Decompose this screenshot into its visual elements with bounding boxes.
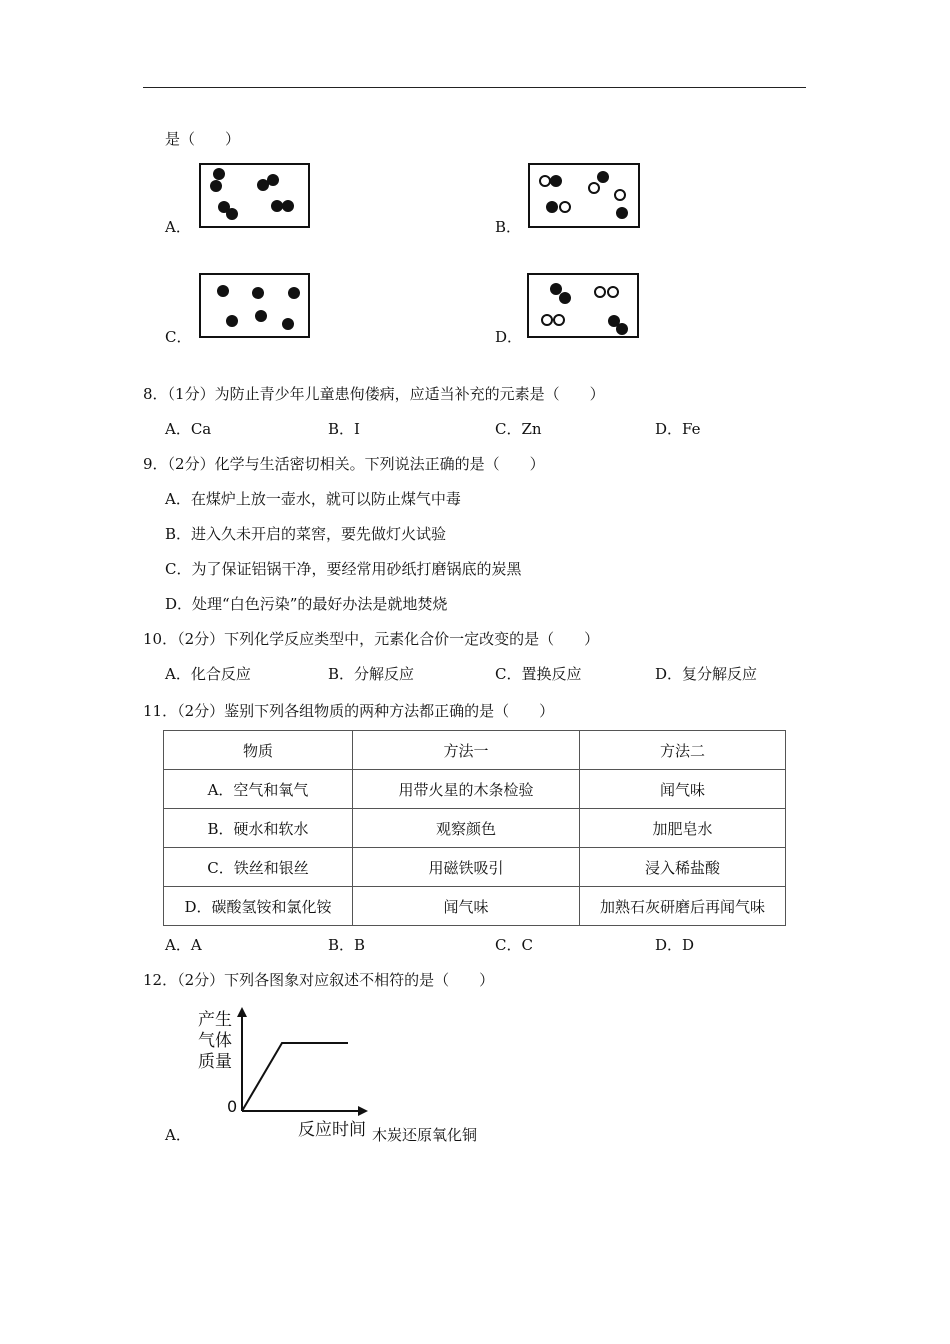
table-row — [164, 770, 786, 809]
particle — [282, 200, 294, 212]
table-cell: 观察颜色 — [353, 809, 580, 848]
table-cell: 用磁铁吸引 — [353, 848, 580, 887]
q10-option-b: B．分解反应 — [328, 665, 415, 683]
particle — [213, 168, 225, 180]
q7-stem-tail: 是（ ） — [165, 130, 241, 148]
particle — [541, 314, 553, 326]
mass-curve — [242, 1043, 348, 1111]
particle — [553, 314, 565, 326]
graph-y-label: 产生气体质量 — [198, 1010, 232, 1072]
particle — [546, 201, 558, 213]
table-header-cell: 物质 — [164, 731, 353, 770]
q9-option-d: D．处理“白色污染”的最好办法是就地焚烧 — [165, 595, 448, 613]
q7-option-b-label: B． — [495, 218, 522, 236]
table-cell: C．铁丝和银丝 — [164, 848, 353, 887]
q12-option-a-label: A． — [165, 1126, 191, 1144]
q11-table — [163, 730, 786, 926]
table-cell: 闻气味 — [580, 770, 786, 809]
q7-option-a-diagram — [199, 163, 310, 228]
table-header-row — [164, 731, 786, 770]
particle — [616, 323, 628, 335]
q7-option-d-label: D． — [495, 328, 523, 346]
q9-option-b: B．进入久未开启的菜窖，要先做灯火试验 — [165, 525, 447, 543]
q11-option-b: B．B — [328, 936, 366, 954]
particle — [559, 292, 571, 304]
particle — [594, 286, 606, 298]
q12-option-a-graph — [190, 1003, 370, 1143]
q11-option-c: C．C — [495, 936, 533, 954]
particle — [210, 180, 222, 192]
particle — [255, 310, 267, 322]
q7-option-d-diagram — [527, 273, 639, 338]
header-rule — [143, 87, 806, 88]
table-row — [164, 809, 786, 848]
graph-origin-label: 0 — [227, 1097, 238, 1116]
table-row — [164, 887, 786, 926]
q10-option-c: C．置换反应 — [495, 665, 582, 683]
table-cell: 闻气味 — [353, 887, 580, 926]
table-cell: 加肥皂水 — [580, 809, 786, 848]
graph-x-label: 反应时间 — [298, 1120, 366, 1140]
table-cell: B．硬水和软水 — [164, 809, 353, 848]
particle — [616, 207, 628, 219]
particle — [226, 208, 238, 220]
q10-option-d: D．复分解反应 — [655, 665, 758, 683]
particle — [607, 286, 619, 298]
table-header-cell: 方法二 — [580, 731, 786, 770]
table-cell: A．空气和氧气 — [164, 770, 353, 809]
q8-stem: 8．（1分）为防止青少年儿童患佝偻病，应适当补充的元素是（ ） — [143, 385, 605, 403]
particle — [252, 287, 264, 299]
particle — [559, 201, 571, 213]
table-row — [164, 848, 786, 887]
q8-option-a: A．Ca — [165, 420, 212, 438]
particle — [267, 174, 279, 186]
particle — [217, 285, 229, 297]
table-cell: 用带火星的木条检验 — [353, 770, 580, 809]
particle — [597, 171, 609, 183]
q12-stem: 12．（2分）下列各图象对应叙述不相符的是（ ） — [143, 971, 495, 989]
q9-option-c: C．为了保证铝锅干净，要经常用砂纸打磨锅底的炭黑 — [165, 560, 522, 578]
q7-option-c-diagram — [199, 273, 310, 338]
q7-option-c-label: C． — [165, 328, 192, 346]
q8-option-b: B．I — [328, 420, 360, 438]
table-header-cell: 方法一 — [353, 731, 580, 770]
table-cell: 加熟石灰研磨后再闻气味 — [580, 887, 786, 926]
table-cell: 浸入稀盐酸 — [580, 848, 786, 887]
q10-option-a: A．化合反应 — [165, 665, 251, 683]
q12-option-a-caption: 木炭还原氧化铜 — [372, 1126, 478, 1144]
q9-stem: 9．（2分）化学与生活密切相关。下列说法正确的是（ ） — [143, 455, 545, 473]
q11-stem: 11．（2分）鉴别下列各组物质的两种方法都正确的是（ ） — [143, 702, 555, 720]
y-axis-arrow — [237, 1007, 247, 1017]
particle — [614, 189, 626, 201]
q7-option-a-label: A． — [165, 218, 191, 236]
particle — [550, 175, 562, 187]
particle — [288, 287, 300, 299]
q11-option-d: D．D — [655, 936, 695, 954]
table-cell: D．碳酸氢铵和氯化铵 — [164, 887, 353, 926]
q10-stem: 10．（2分）下列化学反应类型中，元素化合价一定改变的是（ ） — [143, 630, 600, 648]
particle — [226, 315, 238, 327]
particle — [588, 182, 600, 194]
q8-option-c: C．Zn — [495, 420, 542, 438]
q9-option-a: A．在煤炉上放一壶水，就可以防止煤气中毒 — [165, 490, 461, 508]
particle — [282, 318, 294, 330]
q11-option-a: A．A — [165, 936, 202, 954]
q7-option-b-diagram — [528, 163, 640, 228]
q8-option-d: D．Fe — [655, 420, 701, 438]
